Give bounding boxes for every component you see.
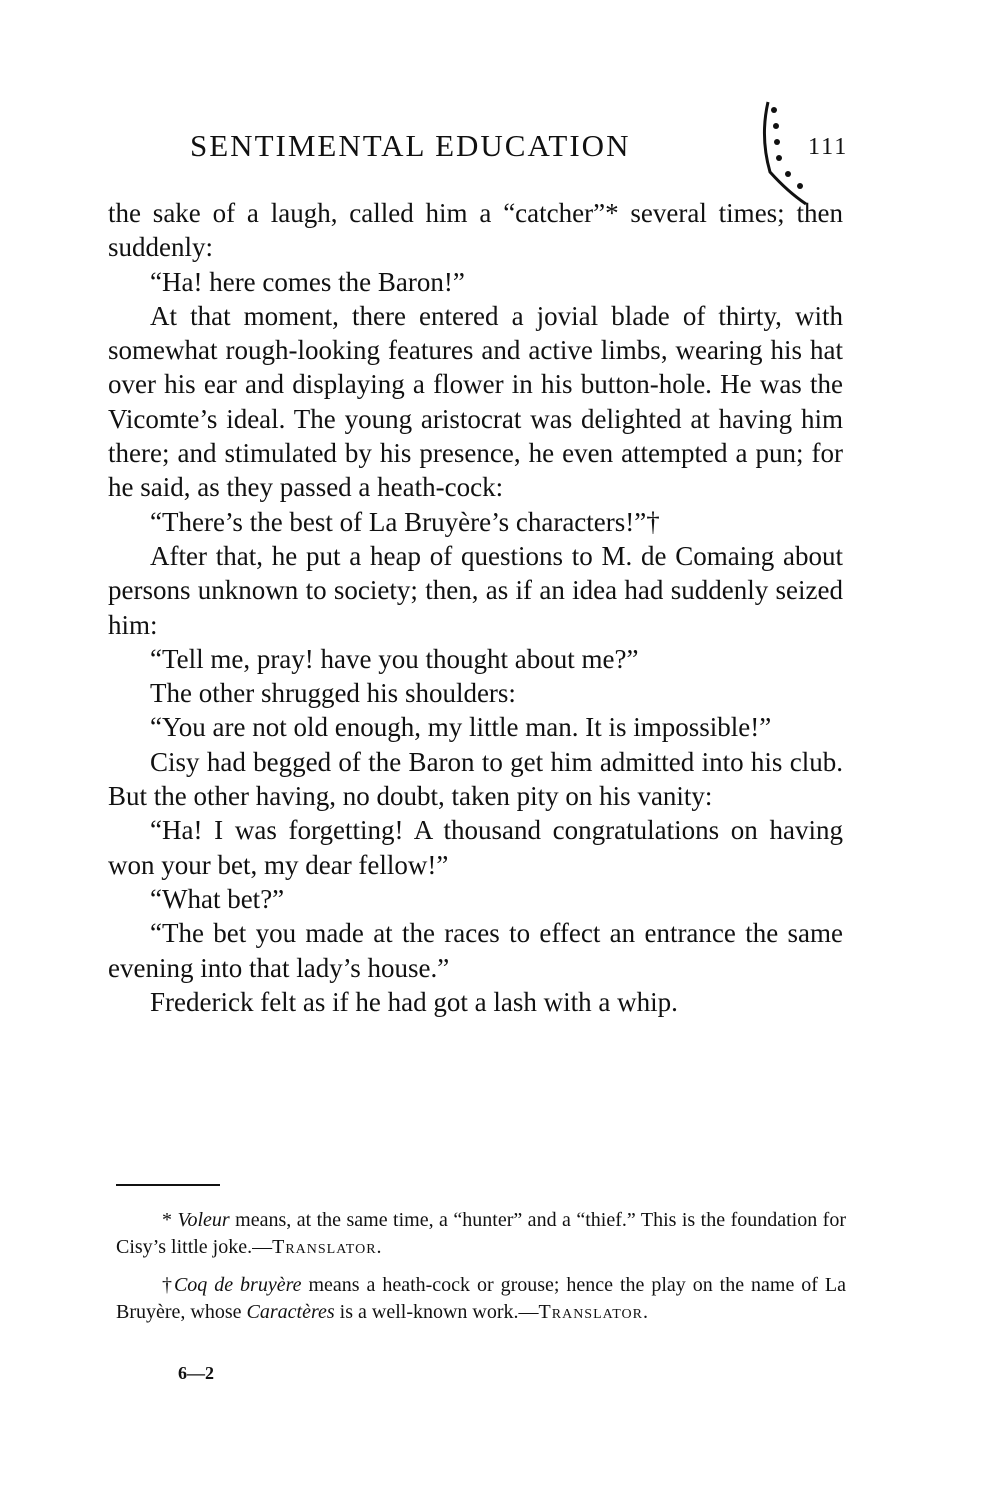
footnote-divider	[116, 1184, 220, 1186]
footnote-term: Coq de bruyère	[173, 1274, 302, 1296]
paragraph: “Tell me, pray! have you thought about me?”	[150, 643, 639, 674]
footnote-term: Caractères	[246, 1301, 335, 1323]
page-number: 111	[808, 134, 849, 160]
footnote-credit: Translator.	[272, 1236, 383, 1258]
paragraph: Frederick felt as if he had got a lash with a whip.	[150, 986, 678, 1017]
footnote-2	[116, 1272, 846, 1326]
footnote-term: Voleur	[177, 1209, 230, 1231]
paragraph: Cisy had begged of the Baron to get him admitted into his club. But the other having, no doubt, taken pity on his vanity:	[108, 746, 843, 812]
paragraph: “You are not old enough, my little man. It is impossible!”	[150, 712, 772, 743]
footnote-credit: Translator.	[538, 1301, 649, 1323]
paragraph: “There’s the best of La Bruyère’s characters!”†	[150, 506, 660, 537]
library-stamp-mark	[748, 92, 848, 212]
paragraph: After that, he put a heap of questions to M. de Comaing about persons unknown to society; then, as if an idea had suddenly seized him:	[108, 540, 843, 640]
footnote-mark: †	[162, 1274, 174, 1296]
footnote-mark: *	[162, 1209, 178, 1231]
signature-mark: 6—2	[178, 1363, 214, 1383]
paragraph: the sake of a laugh, called him a “catcher”* several times; then suddenly:	[108, 198, 843, 263]
paragraph: “Ha! I was forgetting! A thousand congratulations on having won your bet, my dear fellow!”	[108, 815, 843, 880]
footnote-1	[116, 1207, 846, 1261]
paragraph: “Ha! here comes the Baron!”	[150, 266, 465, 297]
paragraph: At that moment, there entered a jovial blade of thirty, with somewhat rough-looking features and active limbs, wearing his hat over his ear and displaying a flower in his button-hole. He was the Vicomte’s ideal. The young aristocrat was delighted at having him there; and stimulated by his presence, he even attempted a pun; for he said, as they passed a heath-cock:	[108, 300, 843, 503]
paragraph: “The bet you made at the races to effect an entrance the same evening into that lady’s house.”	[108, 918, 843, 983]
footnote-text: means a heath-cock or grouse; hence the play on the name of La Bruyère, whose	[116, 1274, 847, 1323]
running-header: SENTIMENTAL EDUCATION	[190, 128, 631, 163]
paragraph: The other shrugged his shoulders:	[150, 678, 516, 709]
footnote-text: means, at the same time, a “hunter” and a “thief.” This is the foundation for Cisy’s little joke.—	[116, 1209, 846, 1258]
footnotes	[116, 1207, 846, 1337]
body-text	[108, 196, 843, 1019]
paragraph: “What bet?”	[150, 883, 285, 914]
footnote-text: is a well-known work.—	[334, 1301, 539, 1323]
